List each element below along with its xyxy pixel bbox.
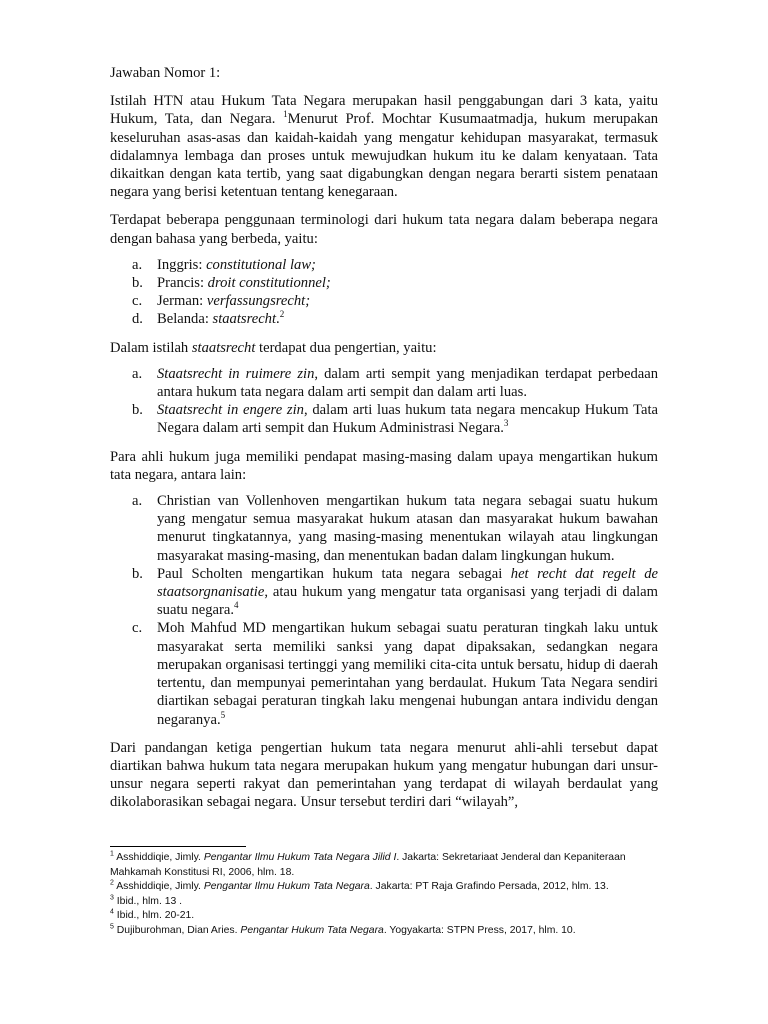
conclusion-paragraph: Dari pandangan ketiga pengertian hukum tata negara menurut ahli-ahli tersebut dapat diartikan bahwa hukum tata negara merupakan hukum yang mengatur hubungan dari unsur-unsur negara seperti rakyat dan pemerintahan yang terdapat di wilayah berdaulat yang dikolaborasikan sebagai negara. Unsur tersebut terdiri dari “wilayah”, [110, 739, 658, 811]
footnote-text-b: . Yogyakarta: STPN Press, 2017, hlm. 10. [383, 924, 576, 936]
list-marker: b. [132, 275, 143, 292]
footnote-ref-5[interactable]: 5 [220, 709, 226, 720]
footnote [110, 895, 658, 910]
list-item [110, 310, 658, 328]
footnote [110, 924, 658, 939]
list-marker: d. [132, 311, 143, 328]
footnote-text-a: Ibid., hlm. 13 . [113, 895, 183, 907]
answer-heading: Jawaban Nomor 1: [110, 65, 221, 81]
footnote-number: 1 [110, 850, 114, 858]
footnote-text-a: Dujiburohman, Dian Aries. [113, 924, 241, 936]
footnote-ref-1[interactable]: 1 [283, 109, 288, 120]
list-item [110, 401, 658, 437]
list-item [110, 492, 658, 565]
list-marker: a. [132, 493, 143, 510]
term-language: Jerman: [157, 293, 207, 310]
expert-text: Moh Mahfud MD mengartikan hukum sebagai suatu peraturan tingkah laku untuk masyarakat serta memiliki sanksi yang dapat dipaksakan, sedangkan negara merupakan organisasi tertinggi yang memiliki cita-cita untuk bersatu, hidup di daerah tertentu, dan mempunyai pemerintahan yang berdaulat. Hukum Tata Negara sendiri diartikan sebagai peraturan tingkah laku mengenai hubungan antara individu dengan negaranya. [157, 620, 658, 728]
sense-text: , dalam arti sempit yang menjadikan terdapat perbedaan antara hukum tata negara dalam arti sempit dan dalam arti luas. [157, 365, 658, 401]
experts-paragraph: Para ahli hukum juga memiliki pendapat masing-masing dalam upaya mengartikan hukum tata negara, antara lain: [110, 448, 658, 483]
staatsrecht-term: staatsrecht [191, 339, 256, 356]
list-item [110, 565, 658, 620]
list-marker: a. [132, 365, 143, 382]
footnote-title: Pengantar Ilmu Hukum Tata Negara [203, 881, 370, 893]
term-tail: . [276, 311, 280, 328]
expert-text-a: Paul Scholten mengartikan hukum tata negara sebagai [157, 565, 511, 582]
expert-text-b: , atau hukum yang mengatur tata organisasi yang terjadi di dalam suatu negara. [157, 584, 658, 619]
footnotes [110, 851, 658, 939]
sense-term: Staatsrecht in engere zin [157, 402, 304, 419]
intro-text-a: Istilah HTN atau Hukum Tata Negara merupakan hasil penggabungan dari 3 kata, yaitu Hukum, Tata, dan Negara. [110, 93, 658, 128]
footnote-title: Pengantar Hukum Tata Negara [240, 924, 384, 936]
list-item [110, 274, 658, 292]
term-name: constitutional law; [206, 256, 316, 273]
footnote-number: 2 [110, 879, 114, 887]
footnote [110, 851, 658, 880]
list-marker: a. [132, 256, 143, 273]
footnote [110, 909, 658, 924]
terminology-paragraph: Terdapat beberapa penggunaan terminologi dari hukum tata negara dalam beberapa negara dengan bahasa yang berbeda, yaitu: [110, 212, 658, 247]
term-language: Belanda: [157, 311, 213, 328]
expert-text: Christian van Vollenhoven mengartikan hukum tata negara sebagai suatu hukum yang mengatur semua masyarakat hukum atasan dan masyarakat hukum bawahan menurut tingkatannya, yang masing-masing menentukan wilayah atau lingkungan masyarakat masing-masing, dan menentukan badan dalam lingkungan hukum. [157, 493, 658, 564]
term-language: Prancis: [157, 275, 208, 292]
intro-paragraph [110, 92, 658, 201]
term-name: verfassungsrecht; [206, 293, 311, 310]
staatsrecht-text-b: terdapat dua pengertian, yaitu: [255, 339, 437, 356]
list-marker: b. [132, 402, 143, 419]
senses-list [110, 365, 658, 438]
sense-text: , dalam arti luas hukum tata negara mencakup Hukum Tata Negara dalam arti sempit dan Hukum Administrasi Negara. [157, 402, 658, 437]
list-marker: c. [132, 293, 143, 310]
list-marker: c. [132, 620, 143, 637]
expert-term: het recht dat regelt de staatsorgnanisatie [157, 565, 658, 601]
term-name: droit constitutionnel; [207, 275, 331, 292]
staatsrecht-paragraph [110, 339, 658, 357]
footnote [110, 880, 658, 895]
staatsrecht-text-a: Dalam istilah [110, 339, 192, 356]
footnote-number: 5 [110, 923, 114, 931]
footnote-ref-3[interactable]: 3 [503, 418, 509, 429]
term-name: staatsrecht [212, 311, 277, 328]
footnote-text-a: Asshiddiqie, Jimly. [113, 881, 204, 893]
intro-text-b: Menurut Prof. Mochtar Kusumaatmadja, hukum merupakan keseluruhan asas-asas dan kaidah-kaidah yang mengatur kehidupan masyarakat, termasuk didalamnya lembaga dan proses untuk mewujudkan hukum itu ke dalam kenyataan. Tata dikaitkan dengan kata tertib, yang saat digabungkan dengan negara berarti sistem penataan negara yang berisi ketentuan tentang kenegaraan. [110, 111, 658, 201]
footnote-number: 3 [110, 894, 114, 902]
document-page [110, 64, 658, 812]
footnote-text-b: . Jakarta: Sekretariaat Jenderal dan Kepaniteraan Mahkamah Konstitusi RI, 2006, hlm. 18. [110, 852, 626, 878]
list-item [110, 365, 658, 401]
footnote-ref-4[interactable]: 4 [234, 600, 239, 611]
footnote-text-a: Asshiddiqie, Jimly. [113, 852, 204, 863]
term-language: Inggris: [157, 256, 207, 273]
footnote-title: Pengantar Ilmu Hukum Tata Negara Jilid I [203, 852, 397, 863]
list-item [110, 256, 658, 274]
terminology-list [110, 256, 658, 329]
footnote-text-a: Ibid., hlm. 20-21. [113, 910, 195, 922]
list-marker: b. [132, 565, 143, 582]
footnote-separator [110, 846, 246, 847]
list-item [110, 292, 658, 310]
experts-list [110, 492, 658, 729]
footnote-ref-2[interactable]: 2 [279, 309, 285, 320]
list-item [110, 619, 658, 728]
footnote-text-b: . Jakarta: PT Raja Grafindo Persada, 2012, hlm. 13. [369, 881, 609, 893]
footnote-number: 4 [110, 908, 114, 916]
sense-term: Staatsrecht in ruimere zin [157, 365, 315, 382]
